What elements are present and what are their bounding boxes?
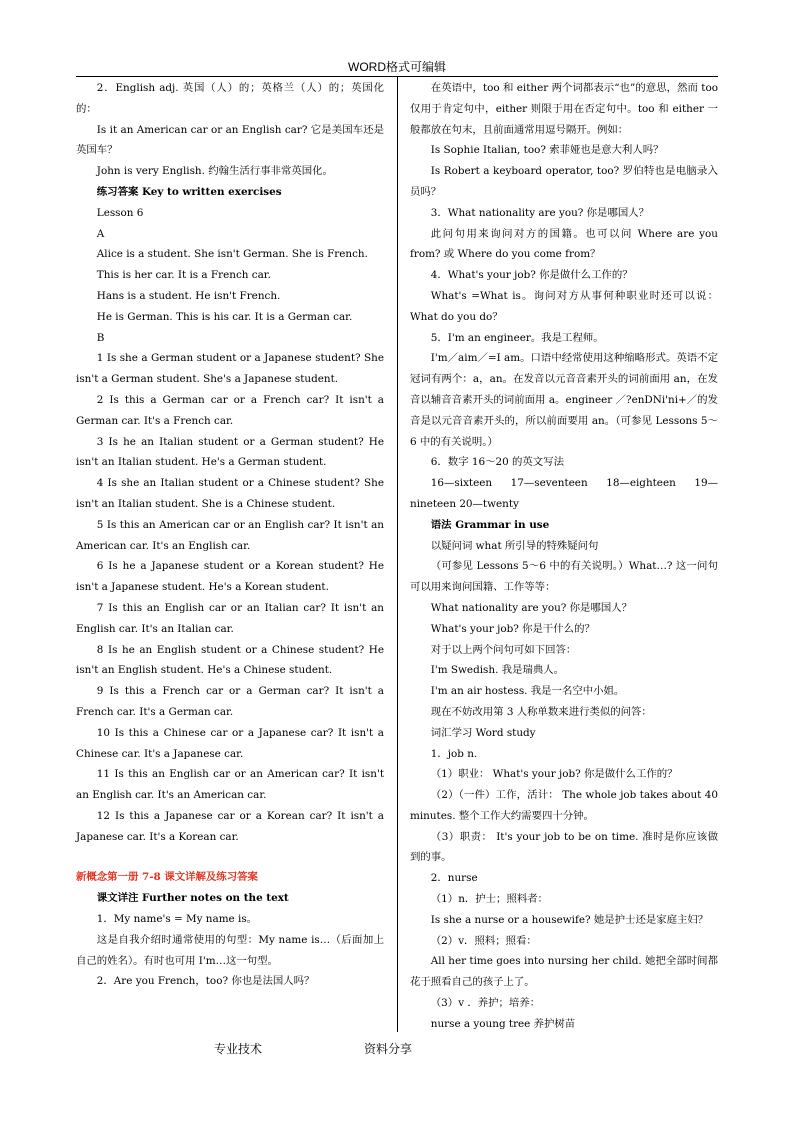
paragraph: （可参见 Lessons 5～6 中的有关说明。）What…? 这一问句可以用来询问国籍、工作等等：	[410, 560, 718, 594]
paragraph: （2）v．照料；照看：	[430, 934, 537, 947]
paragraph: nurse a young tree 养护树苗	[430, 1017, 576, 1030]
answer-item: 12 Is this a Japanese car or a Korean car? It isn't a Japanese car. It's a Korean car.	[76, 809, 384, 843]
paragraph: （1）n．护士；照料者：	[430, 893, 549, 906]
footer-right: 资料分享	[364, 1042, 413, 1056]
paragraph: I'm an air hostess. 我是一名空中小姐。	[430, 685, 625, 698]
paragraph: He is German. This is his car. It is a German car.	[96, 310, 353, 323]
paragraph: John is very English. 约翰生活行事非常英国化。	[96, 165, 333, 178]
paragraph: 6．数字 16～20 的英文写法	[430, 456, 564, 469]
paragraph: 词汇学习 Word study	[430, 726, 536, 739]
paragraph: 2．English adj. 英国（人）的；英格兰（人）的；英国化的：	[76, 82, 384, 115]
paragraph: 1．My name's = My name is。	[96, 913, 258, 926]
paragraph: 在英语中，too 和 either 两个词都表示“也”的意思，然而 too 仅用于肯定句中，either 则限于用在否定句中。too 和 either 一般都放在句末，且前面通常用逗号隔开。例如：	[410, 82, 718, 136]
answer-item: 3 Is he an Italian student or a German student? He isn't an Italian student. He's a German student.	[76, 435, 384, 469]
paragraph: Is she a nurse or a housewife? 她是护士还是家庭主妇？	[430, 913, 709, 926]
paragraph: I'm Swedish. 我是瑞典人。	[430, 664, 565, 677]
paragraph: （3）职责： It's your job to be on time. 准时是你应该做到的事。	[410, 830, 718, 864]
paragraph: 2．Are you French，too? 你也是法国人吗？	[96, 975, 315, 988]
left-column	[76, 78, 384, 992]
paragraph: Alice is a student. She isn't German. She is French.	[96, 248, 368, 261]
answer-item: 2 Is this a German car or a French car? It isn't a German car. It's a French car.	[76, 393, 384, 427]
paragraph: 1．job n.	[430, 747, 478, 760]
paragraph: Is it an American car or an English car? 它是美国车还是英国车？	[76, 123, 384, 157]
paragraph: What's =What is。询问对方从事何种职业时还可以说：What do you do？	[410, 289, 718, 323]
paragraph: （3）v ．养护；培养：	[430, 997, 541, 1010]
page-header: WORD格式可编辑	[348, 60, 446, 74]
paragraph: What nationality are you? 你是哪国人？	[430, 601, 633, 614]
paragraph: Hans is a student. He isn't French.	[96, 289, 281, 302]
answer-item: 10 Is this a Chinese car or a Japanese car? It isn't a Chinese car. It's a Japanese car.	[76, 726, 384, 760]
paragraph: （2）（一件）工作，活计： The whole job takes about 40 minutes. 整个工作大约需要四十分钟。	[410, 789, 718, 822]
lesson-title: 新概念第一册 7-8 课文详解及练习答案	[76, 871, 258, 884]
part-label: B	[96, 331, 105, 344]
answer-item: 5 Is this an American car or an English car? It isn't an American car. It's an English car.	[76, 518, 384, 552]
answer-item: 9 Is this a French car or a German car? It isn't a French car. It's a German car.	[76, 685, 384, 718]
part-label: A	[96, 227, 105, 240]
section-heading: 语法 Grammar in use	[430, 518, 550, 531]
paragraph: 以疑问词 what 所引导的特殊疑问句	[430, 539, 599, 552]
paragraph: Is Sophie Italian, too? 索菲娅也是意大利人吗？	[430, 144, 664, 157]
answer-item: 4 Is she an Italian student or a Chinese student? She isn't an Italian student. She is a Chinese student.	[76, 477, 384, 510]
paragraph: 现在不妨改用第 3 人称单数来进行类似的问答：	[430, 705, 652, 718]
paragraph: 这是自我介绍时通常使用的句型：My name is…（后面加上自己的姓名）。有时也可用 I'm…这一句型。	[76, 933, 384, 967]
answer-item: 1 Is she a German student or a Japanese student? She isn't a German student. She's a Japanese student.	[76, 352, 384, 386]
paragraph: （1）职业： What's your job? 你是做什么工作的？	[430, 768, 678, 781]
answer-item: 6 Is he a Japanese student or a Korean student? He isn't a Japanese student. He's a Korean student.	[76, 560, 384, 594]
paragraph: 5．I'm an engineer。我是工程师。	[430, 331, 604, 344]
answer-item: 8 Is he an English student or a Chinese student? He isn't an English student. He's a Chinese student.	[76, 643, 384, 677]
lesson-label: Lesson 6	[96, 206, 144, 219]
answer-item: 11 Is this an English car or an American car? It isn't an English car. It's an American car.	[76, 768, 384, 802]
footer-left: 专业技术	[214, 1042, 263, 1056]
paragraph: 对于以上两个问句可如下回答：	[430, 643, 577, 656]
paragraph: 此问句用来询问对方的国籍。也可以问 Where are you from? 或 Where do you come from？	[410, 227, 718, 261]
paragraph: I'm／aim／=I am。口语中经常使用这种缩略形式。英语不定冠词有两个：a，an。在发音以元音音素开头的词前面用 an，在发音以辅音音素开头的词前面用 a。engineer ／?enDNi'ni+／的发音是以元音音素开头的，所以前面要用 an。（可参见 Lessons 5～6 中的有关说明。）	[410, 352, 718, 448]
section-heading: 练习答案 Key to written exercises	[96, 185, 282, 198]
paragraph: What's your job? 你是干什么的？	[430, 622, 595, 635]
section-heading: 课文详注 Further notes on the text	[96, 892, 289, 905]
right-column	[410, 78, 718, 1035]
answer-item: 7 Is this an English car or an Italian car? It isn't an English car. It's an Italian car.	[76, 601, 384, 635]
paragraph: This is her car. It is a French car.	[96, 269, 271, 282]
paragraph: 3．What nationality are you? 你是哪国人？	[430, 206, 650, 219]
paragraph: 16—sixteen 17—seventeen 18—eighteen 19—nineteen 20—twenty	[410, 477, 718, 510]
column-divider	[397, 76, 398, 1032]
spacer	[76, 847, 384, 867]
paragraph: 2．nurse	[430, 872, 478, 885]
paragraph: Is Robert a keyboard operator, too? 罗伯特也是电脑录入员吗？	[410, 165, 718, 198]
paragraph: 4．What's your job? 你是做什么工作的？	[430, 269, 633, 282]
paragraph: All her time goes into nursing her child. 她把全部时间都花于照看自己的孩子上了。	[410, 955, 718, 989]
